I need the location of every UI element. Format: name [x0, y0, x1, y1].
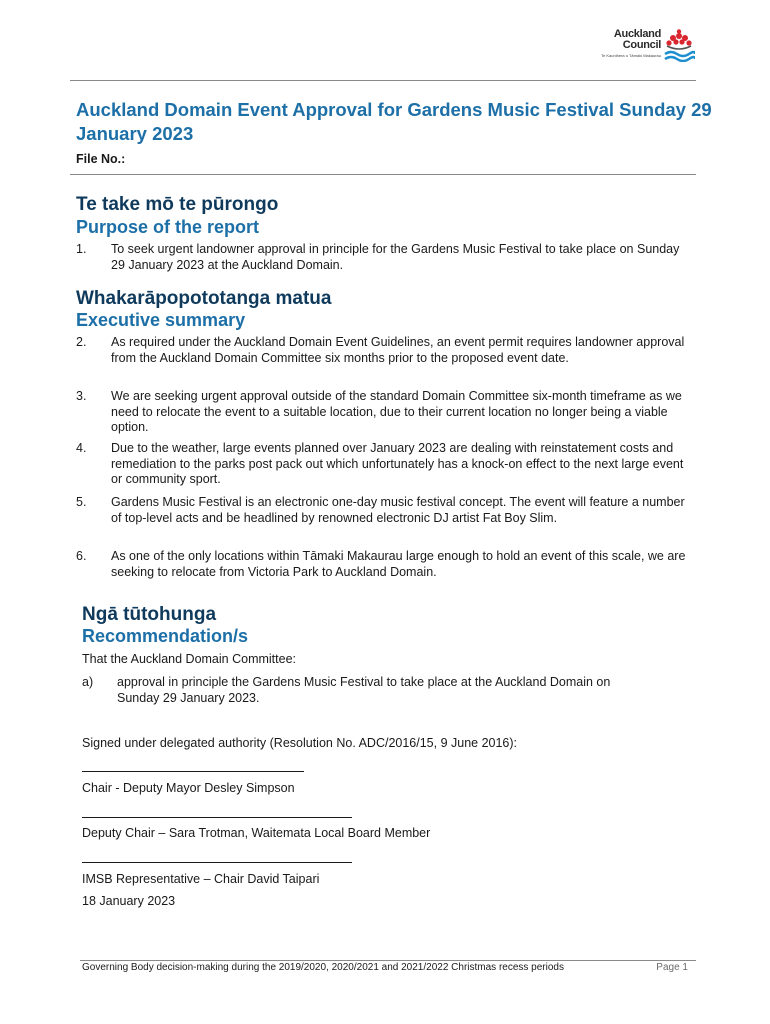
signature-line — [82, 771, 304, 772]
list-item: 2. As required under the Auckland Domain Event Guidelines, an event permit requires landowner approval from the Auckland Domain Committee six months prior to the proposed event date. — [76, 335, 685, 365]
delegated-authority-text: Signed under delegated authority (Resolution No. ADC/2016/15, 9 June 2016): — [82, 736, 518, 750]
recommendation-heading: Recommendation/s — [82, 626, 249, 646]
list-item: 4. Due to the weather, large events planned over January 2023 are dealing with reinstatement costs and remediation to the parks post pack out which unfortunately has a knock-on effect to the next large event or community sport. — [76, 441, 684, 486]
title-divider — [70, 174, 696, 175]
recommendation-heading-maori: Ngā tūtohunga — [82, 604, 217, 625]
recommendation-item: a) approval in principle the Gardens Music Festival to take place at the Auckland Domain on Sunday 29 January 2023. — [82, 675, 611, 705]
signature-line — [82, 817, 352, 818]
recommendation-intro: That the Auckland Domain Committee: — [82, 652, 296, 666]
summary-heading-maori: Whakarāpopototanga matua — [76, 288, 332, 309]
signature-line — [82, 862, 352, 863]
pohutukawa-logo-icon — [663, 28, 695, 62]
signatory-imsb: IMSB Representative – Chair David Taipari — [82, 872, 320, 886]
logo-wordmark: Auckland Council — [613, 28, 661, 51]
list-item: 1. To seek urgent landowner approval in principle for the Gardens Music Festival to take place on Sunday 29 January 2023 at the Auckland Domain. — [76, 242, 680, 272]
summary-heading: Executive summary — [76, 310, 246, 330]
file-number-label: File No.: — [76, 152, 126, 166]
list-item: 5. Gardens Music Festival is an electronic one-day music festival concept. The event will feature a number of top-level acts and be headlined by renowned electronic DJ artist Fat Boy Slim. — [76, 495, 685, 525]
purpose-heading: Purpose of the report — [76, 217, 260, 237]
signatory-chair: Chair - Deputy Mayor Desley Simpson — [82, 781, 295, 795]
list-item: 3. We are seeking urgent approval outside of the standard Domain Committee six-month timeframe as we need to relocate the event to a suitable location, due to their current location no longer being a viable option. — [76, 389, 682, 434]
header-divider — [70, 80, 696, 81]
auckland-council-logo — [603, 28, 695, 62]
purpose-heading-maori: Te take mō te pūrongo — [76, 194, 279, 215]
sign-date: 18 January 2023 — [82, 894, 176, 908]
footer-text: Governing Body decision-making during the 2019/2020, 2020/2021 and 2021/2022 Christmas recess periods — [82, 962, 564, 973]
page-number: Page 1 — [656, 962, 688, 973]
report-title: Auckland Domain Event Approval for Gardens Music Festival Sunday 29 January 2023 — [76, 99, 712, 144]
logo-subtitle: Te Kaunihera o Tāmaki Makaurau — [601, 53, 661, 58]
list-item: 6. As one of the only locations within Tāmaki Makaurau large enough to hold an event of this scale, we are seeking to relocate from Victoria Park to Auckland Domain. — [76, 549, 686, 579]
signatory-deputy-chair: Deputy Chair – Sara Trotman, Waitemata Local Board Member — [82, 826, 431, 840]
footer-divider — [80, 960, 696, 961]
